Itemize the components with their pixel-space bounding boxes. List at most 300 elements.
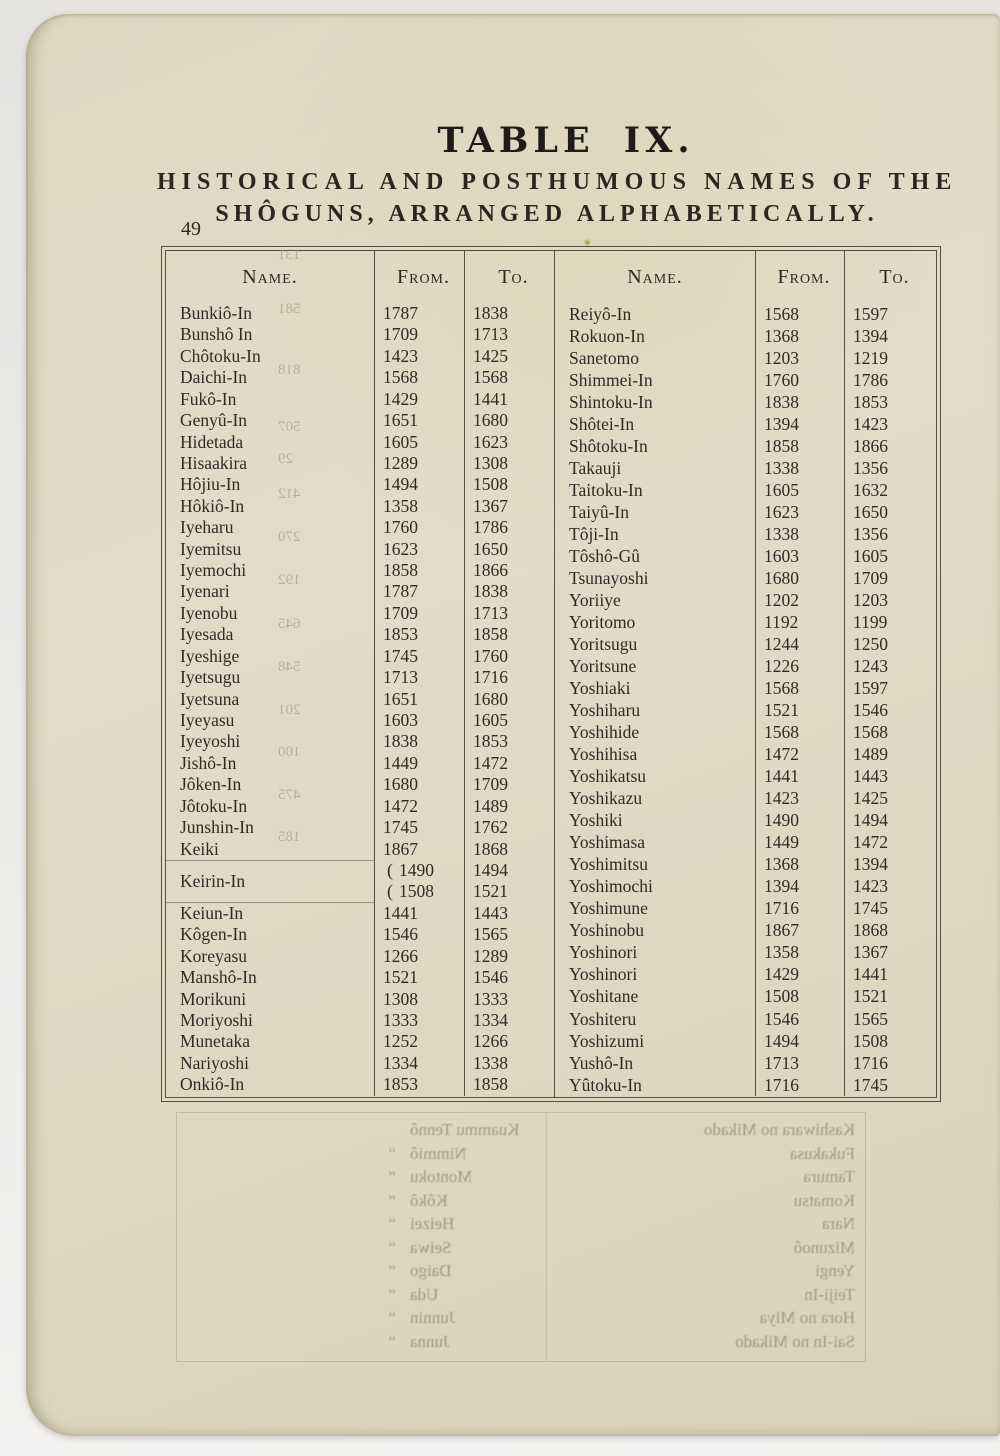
to-cell: 1489 — [464, 796, 554, 817]
from-cell: 1338 — [755, 457, 844, 479]
table-row — [555, 523, 936, 545]
table-row — [555, 567, 936, 589]
table-left-half — [166, 251, 554, 1097]
to-cell: 1508 — [844, 1030, 936, 1052]
table-row — [166, 303, 554, 324]
to-cell: 1546 — [844, 699, 936, 721]
ghost-text: Kuammu Tennô — [410, 1120, 520, 1139]
ghost-text: Kashiwara no Mikado — [703, 1120, 855, 1139]
table-row — [555, 963, 936, 985]
from-cell: 1368 — [755, 325, 844, 347]
from-cell: 1494 — [374, 474, 464, 495]
table-row — [166, 581, 554, 602]
from-cell: 1472 — [755, 743, 844, 765]
to-cell: 1441 — [464, 389, 554, 410]
from-cell: 1226 — [755, 655, 844, 677]
from-cell: 1358 — [374, 496, 464, 517]
from-cell: 1441 — [374, 903, 464, 924]
name-cell: Daichi-In — [180, 367, 248, 388]
name-cell: Iyeharu — [180, 517, 234, 538]
table-row — [166, 774, 554, 795]
name-cell: Shôtei-In — [569, 414, 635, 435]
ghost-text: Mizunoô — [793, 1237, 855, 1257]
name-cell: Keiun-In — [180, 902, 244, 923]
from-cell: 1787 — [374, 581, 464, 602]
table-right-body — [555, 303, 936, 1096]
to-cell: 1394 — [844, 325, 936, 347]
ghost-row — [177, 1306, 865, 1330]
ghost-ditto-mark: “ — [388, 1284, 396, 1304]
ghost-row — [177, 1212, 865, 1236]
name-cell: Yoshinori — [569, 942, 638, 963]
ghost-text: Junna — [410, 1331, 450, 1351]
table-row — [555, 765, 936, 787]
name-cell: Shintoku-In — [569, 392, 653, 413]
brace-mark: ( — [387, 859, 393, 880]
from-cell: 1713 — [755, 1052, 844, 1074]
from-cell: 1394 — [755, 413, 844, 435]
to-cell: 1838 — [464, 303, 554, 324]
name-cell: Junshin-In — [180, 817, 254, 838]
to-cell: 1745 — [844, 897, 936, 919]
name-cell: Morikuni — [180, 988, 247, 1009]
to-cell: 1866 — [844, 435, 936, 457]
to-cell: 1650 — [844, 501, 936, 523]
bleedthrough-mirrored-text — [177, 1113, 865, 1361]
table-row — [555, 457, 936, 479]
table-row — [166, 324, 554, 345]
name-cell: Yoshiki — [569, 810, 623, 831]
name-cell: Yoritsune — [569, 656, 637, 677]
from-cell: 1716 — [755, 1074, 844, 1096]
ghost-number: 507 — [278, 419, 301, 435]
from-cell: 1853 — [374, 624, 464, 645]
to-cell: 1597 — [844, 677, 936, 699]
column-header-from: From. — [374, 251, 464, 303]
table-row — [166, 560, 554, 581]
from-cell: 1680 — [755, 567, 844, 589]
to-cell: 1716 — [464, 667, 554, 688]
ghost-number: 475 — [278, 787, 301, 803]
to-cell: 1745 — [844, 1074, 936, 1096]
from-cell: 1745 — [374, 817, 464, 838]
ghost-row — [177, 1118, 865, 1142]
from-cell: 1252 — [374, 1031, 464, 1052]
table-row — [166, 796, 554, 817]
from-cell: 1651 — [374, 410, 464, 431]
to-cell: 1866 — [464, 560, 554, 581]
name-cell: Yoshinobu — [569, 920, 645, 941]
from-cell: 1603 — [755, 545, 844, 567]
to-cell: 1713 — [464, 603, 554, 624]
from-cell: 1568 — [755, 721, 844, 743]
to-cell: 1632 — [844, 479, 936, 501]
table-row — [555, 391, 936, 413]
ghost-number: 201 — [278, 702, 301, 718]
name-cell: Hisaakira — [180, 452, 248, 473]
table-row — [166, 753, 554, 774]
subtitle-line-1: HISTORICAL AND POSTHUMOUS NAMES OF THE — [157, 169, 958, 195]
from-cell: 1429 — [755, 963, 844, 985]
name-cell: Onkiô-In — [180, 1074, 245, 1095]
name-cell: Yûtoku-In — [569, 1074, 642, 1095]
table-left-body — [166, 303, 554, 1096]
from-cell: 1202 — [755, 589, 844, 611]
table-row — [166, 389, 554, 410]
to-cell: 1858 — [464, 624, 554, 645]
ghost-text: Yengi — [815, 1261, 855, 1280]
table-row — [555, 1052, 936, 1074]
name-cell: Yoshihisa — [569, 744, 638, 765]
ghost-text: Sai-In no Mikado — [735, 1331, 855, 1351]
to-cell: 1356 — [844, 523, 936, 545]
table-row — [555, 325, 936, 347]
to-cell: 1425 — [844, 787, 936, 809]
name-cell: Iyeshige — [180, 645, 240, 666]
from-cell: 1605 — [755, 479, 844, 501]
table-row — [555, 501, 936, 523]
to-cell: 1650 — [464, 539, 554, 560]
name-cell: Moriyoshi — [180, 1009, 253, 1030]
from-cell: 1713 — [374, 667, 464, 688]
ghost-ditto-mark: “ — [388, 1190, 396, 1210]
name-cell: Iyenobu — [180, 602, 238, 623]
table-header-row — [555, 251, 936, 303]
to-cell: 1219 — [844, 347, 936, 369]
from-cell: 1568 — [755, 303, 844, 325]
name-cell: Manshô-In — [180, 967, 257, 988]
table-right-half — [554, 251, 936, 1097]
from-cell: 1546 — [755, 1008, 844, 1030]
paper-stain — [583, 239, 592, 246]
name-cell: Nariyoshi — [180, 1052, 250, 1073]
to-cell: 1333 — [464, 989, 554, 1010]
from-cell: 1449 — [374, 753, 464, 774]
name-cell: Tôji-In — [569, 524, 619, 545]
from-cell: 1423 — [374, 346, 464, 367]
table-row — [166, 903, 554, 924]
ghost-number: 645 — [278, 616, 301, 632]
ghost-text: Kôkô — [410, 1190, 448, 1210]
table-row — [166, 1053, 554, 1074]
ghost-number: 581 — [278, 301, 301, 317]
ghost-number: 548 — [278, 659, 301, 675]
to-cell: 1443 — [464, 903, 554, 924]
to-cell: 1680 — [464, 410, 554, 431]
table-row — [555, 589, 936, 611]
name-cell: Taiyû-In — [569, 502, 630, 523]
to-cell: 1266 — [464, 1031, 554, 1052]
ghost-text: Seiwa — [410, 1237, 452, 1257]
to-cell: 1367 — [464, 496, 554, 517]
bleedthrough-table — [176, 1112, 866, 1362]
to-cell: 1367 — [844, 941, 936, 963]
ghost-number: 270 — [278, 529, 301, 545]
table-row — [166, 624, 554, 645]
name-cell: Takauji — [569, 458, 622, 479]
from-cell: 1745 — [374, 646, 464, 667]
table-row — [166, 453, 554, 474]
from-cell: 1760 — [374, 517, 464, 538]
table-row — [166, 1010, 554, 1031]
from-cell: 1787 — [374, 303, 464, 324]
to-cell: 1858 — [464, 1074, 554, 1095]
name-cell: Bunshô In — [180, 324, 253, 345]
ghost-row — [177, 1330, 865, 1354]
ghost-row — [177, 1189, 865, 1213]
ghost-text: Montoku — [410, 1167, 473, 1186]
from-cell: 1358 — [755, 941, 844, 963]
from-cell: 1760 — [755, 369, 844, 391]
table-header-row — [166, 251, 554, 303]
to-cell: 1868 — [464, 839, 554, 860]
to-cell: 1868 — [844, 919, 936, 941]
from-cell: 1472 — [374, 796, 464, 817]
name-cell: Shimmei-In — [569, 370, 653, 391]
ghost-text: Teiji-In — [804, 1284, 855, 1304]
ghost-number: 818 — [278, 362, 301, 378]
name-cell: Shôtoku-In — [569, 436, 648, 457]
name-cell: Iyemochi — [180, 560, 247, 581]
ghost-number: 185 — [278, 829, 301, 845]
table-row — [166, 496, 554, 517]
from-cell: 1394 — [755, 875, 844, 897]
column-header-name: Name. — [242, 266, 298, 288]
name-cell: Iyeyasu — [180, 710, 235, 731]
from-cell: 1603 — [374, 710, 464, 731]
name-cell: Hidetada — [180, 431, 244, 452]
table-row — [555, 1074, 936, 1096]
ghost-text: Komatsu — [793, 1190, 855, 1210]
book-page — [26, 14, 1000, 1436]
to-cell: 1250 — [844, 633, 936, 655]
to-cell: 1680 — [464, 689, 554, 710]
to-cell: 1334 — [464, 1010, 554, 1031]
ghost-number: 192 — [278, 572, 301, 588]
table-row — [555, 435, 936, 457]
name-cell: Keiki — [180, 838, 219, 859]
table-row — [166, 967, 554, 988]
name-cell: Yoshiteru — [569, 1008, 637, 1029]
brace-mark: ( — [387, 881, 393, 902]
to-cell: 1472 — [844, 831, 936, 853]
to-cell: 1546 — [464, 967, 554, 988]
ghost-text: Daigo — [410, 1261, 452, 1280]
from-cell: 1623 — [755, 501, 844, 523]
ghost-row — [177, 1142, 865, 1166]
name-cell: Yoritomo — [569, 612, 636, 633]
to-cell: 1308 — [464, 453, 554, 474]
to-cell: 1838 — [464, 581, 554, 602]
table-row — [555, 743, 936, 765]
from-cell: 1521 — [374, 967, 464, 988]
table-row — [166, 731, 554, 752]
ghost-ditto-mark: “ — [388, 1237, 396, 1257]
ghost-ditto-mark — [374, 1118, 410, 1142]
from-cell: 1709 — [374, 324, 464, 345]
name-cell: Sanetomo — [569, 348, 639, 369]
table-row — [555, 875, 936, 897]
from-cell: 1680 — [374, 774, 464, 795]
to-cell: 1472 — [464, 753, 554, 774]
from-cell: 1838 — [755, 391, 844, 413]
from-cell: 1429 — [374, 389, 464, 410]
table-row — [166, 539, 554, 560]
from-cell: 1244 — [755, 633, 844, 655]
name-cell: Yoshitane — [569, 986, 639, 1007]
year-value: 1494 — [473, 859, 508, 880]
ghost-text: Junnin — [410, 1308, 456, 1327]
from-cell: 1334 — [374, 1053, 464, 1074]
table-row — [166, 646, 554, 667]
name-cell: Iyeyoshi — [180, 731, 241, 752]
from-cell: 1508 — [755, 985, 844, 1007]
name-cell: Koreyasu — [180, 945, 248, 966]
ghost-ditto-mark: “ — [388, 1308, 396, 1327]
table-row — [555, 897, 936, 919]
name-cell: Yoshiaki — [569, 678, 631, 699]
bleedthrough-divider — [546, 1113, 547, 1361]
name-cell: Yoshizumi — [569, 1030, 645, 1051]
name-cell: Tsunayoshi — [569, 568, 649, 589]
from-cell: 1546 — [374, 924, 464, 945]
to-cell: 1716 — [844, 1052, 936, 1074]
ghost-number: 131 — [278, 247, 301, 263]
from-cell: 1568 — [755, 677, 844, 699]
name-cell: Reiyô-In — [569, 304, 632, 324]
to-cell: 1289 — [464, 946, 554, 967]
ghost-number: 29 — [278, 451, 293, 467]
from-cell: 1449 — [755, 831, 844, 853]
from-cell: 1605 — [374, 432, 464, 453]
to-cell: 1786 — [464, 517, 554, 538]
name-cell: Yoshimochi — [569, 876, 653, 897]
name-cell: Genyû-In — [180, 410, 248, 431]
table-row — [166, 410, 554, 431]
to-cell: 1760 — [464, 646, 554, 667]
to-cell: 1565 — [464, 924, 554, 945]
table-row — [555, 831, 936, 853]
name-cell: Jishô-In — [180, 752, 237, 773]
to-cell: 1568 — [844, 721, 936, 743]
table-row — [555, 809, 936, 831]
from-cell: 1867 — [374, 839, 464, 860]
table-row — [555, 787, 936, 809]
to-cell: 1568 — [464, 367, 554, 388]
to-cell: 1713 — [464, 324, 554, 345]
to-cell: 1489 — [844, 743, 936, 765]
table-row — [555, 303, 936, 325]
ghost-ditto-mark: “ — [388, 1261, 396, 1280]
ghost-row — [177, 1283, 865, 1307]
to-cell: 1565 — [844, 1008, 936, 1030]
table-row — [555, 677, 936, 699]
name-cell: Chôtoku-In — [180, 345, 261, 366]
from-cell: 1192 — [755, 611, 844, 633]
from-cell: 1308 — [374, 989, 464, 1010]
table-row — [555, 655, 936, 677]
to-cell: 1709 — [464, 774, 554, 795]
name-cell: Yoritsugu — [569, 634, 638, 655]
name-cell: Yoshimune — [569, 898, 648, 919]
to-cell: 1508 — [464, 474, 554, 495]
table-row — [166, 1074, 554, 1095]
table-row — [555, 369, 936, 391]
to-cell: 1443 — [844, 765, 936, 787]
to-cell: 1243 — [844, 655, 936, 677]
table-row — [166, 346, 554, 367]
name-cell: Hôjiu-In — [180, 474, 241, 495]
table-row — [166, 432, 554, 453]
name-cell: Yoshikatsu — [569, 766, 646, 787]
from-cell: 1623 — [374, 539, 464, 560]
page-number: 49 — [181, 218, 201, 240]
from-cell: 1494 — [755, 1030, 844, 1052]
name-cell: Keirin-In — [166, 860, 374, 903]
table-row — [166, 667, 554, 688]
from-cell: 1858 — [755, 435, 844, 457]
from-cell: 1490 — [755, 809, 844, 831]
to-cell: 1423 — [844, 413, 936, 435]
to-cell: 1441 — [844, 963, 936, 985]
to-cell: 1521 — [844, 985, 936, 1007]
table-row — [555, 941, 936, 963]
from-cell: 1521 — [755, 699, 844, 721]
to-cell: 1762 — [464, 817, 554, 838]
to-cell: 1853 — [464, 731, 554, 752]
to-cell — [464, 860, 554, 903]
from-cell — [374, 860, 464, 903]
from-cell: 1838 — [374, 731, 464, 752]
name-cell: Fukô-In — [180, 388, 237, 409]
from-cell: 1716 — [755, 897, 844, 919]
ghost-row — [177, 1259, 865, 1283]
table-row — [166, 946, 554, 967]
to-cell: 1394 — [844, 853, 936, 875]
ghost-text: Hora no Miya — [759, 1308, 855, 1327]
name-cell: Munetaka — [180, 1031, 250, 1052]
subtitle-line-2: SHÔGUNS, ARRANGED ALPHABETICALLY. — [215, 201, 879, 227]
ghost-row — [177, 1236, 865, 1260]
ghost-number: 412 — [278, 486, 301, 502]
ghost-ditto-mark: “ — [388, 1143, 396, 1163]
column-header-to: To. — [844, 251, 936, 303]
from-cell: 1853 — [374, 1074, 464, 1095]
from-cell: 1858 — [374, 560, 464, 581]
table-row — [555, 853, 936, 875]
table-row — [555, 1008, 936, 1030]
name-cell: Iyetsugu — [180, 667, 241, 688]
table-row — [166, 689, 554, 710]
table-row — [166, 924, 554, 945]
table-row — [555, 985, 936, 1007]
from-cell: 1568 — [374, 367, 464, 388]
name-cell: Iyesada — [180, 624, 234, 645]
ghost-ditto-mark: “ — [388, 1331, 396, 1351]
name-cell: Taitoku-In — [569, 480, 643, 501]
table-row — [166, 603, 554, 624]
name-cell: Rokuon-In — [569, 326, 645, 347]
to-cell: 1605 — [844, 545, 936, 567]
name-cell: Iyemitsu — [180, 538, 242, 559]
ghost-text: Nimmiô — [410, 1143, 467, 1163]
name-cell: Yoshiharu — [569, 700, 641, 721]
table-row — [166, 989, 554, 1010]
name-cell: Jôtoku-In — [180, 795, 248, 816]
ghost-text: Tamura — [803, 1167, 855, 1186]
name-cell: Yoriiye — [569, 590, 621, 611]
table-row — [555, 545, 936, 567]
